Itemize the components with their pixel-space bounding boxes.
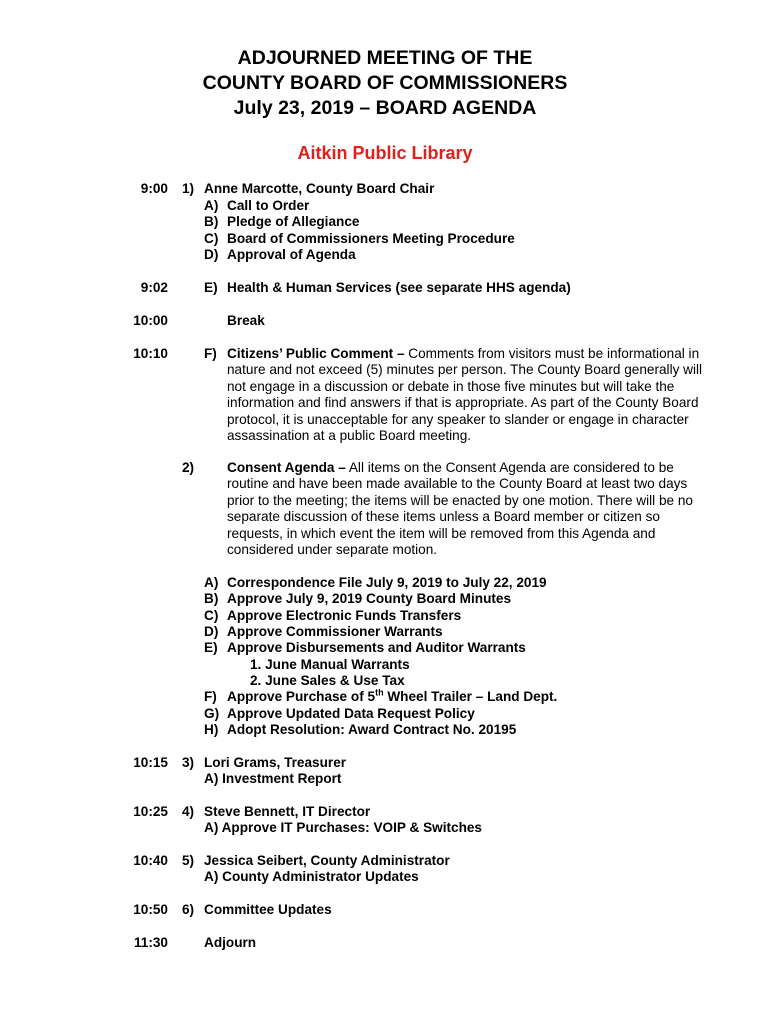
item-time: 9:00	[140, 181, 168, 196]
item-time: 11:30	[133, 935, 168, 950]
sub-item: Adopt Resolution: Award Contract No. 20195	[227, 722, 517, 737]
sub-item: Board of Commissioners Meeting Procedure	[227, 231, 515, 246]
sub-letter: C)	[204, 231, 219, 246]
title-line-2: COUNTY BOARD OF COMMISSIONERS	[202, 72, 568, 94]
item-number: 3)	[182, 755, 195, 770]
sub-letter: B)	[204, 214, 219, 229]
sub-letter: G)	[204, 706, 220, 721]
title-line-1: ADJOURNED MEETING OF THE	[237, 47, 533, 69]
sub-letter: E)	[204, 640, 218, 655]
sub-item: Call to Order	[227, 198, 310, 213]
sub-item: Approve Disbursements and Auditor Warrants	[227, 640, 526, 655]
sub-item: Approve July 9, 2019 County Board Minutes	[227, 591, 512, 606]
sub-item: Health & Human Services (see separate HHS agenda)	[227, 280, 571, 295]
paragraph-heading: Citizens’ Public Comment –	[227, 346, 405, 361]
sub-letter: C)	[204, 608, 219, 623]
public-comment-paragraph: Citizens’ Public Comment – Comments from visitors must be informational in nature and not exceed (5) minutes per person. The County Board generally will not engage in a discussion or debate in those five minutes but will take the information and find answers if that is appropriate. As part of the County Board protocol, it is unacceptable for any speaker to slander or engage in character assassination at a public Board meeting.	[227, 346, 703, 444]
sub-item: Approve Updated Data Request Policy	[227, 706, 475, 721]
sub-letter: F)	[204, 346, 217, 361]
sub-item: A) County Administrator Updates	[204, 869, 419, 884]
sub-letter: A)	[204, 198, 219, 213]
sub-letter: D)	[204, 247, 219, 262]
sub-letter: E)	[204, 280, 218, 295]
item-number: 4)	[182, 804, 195, 819]
item-number: 5)	[182, 853, 195, 868]
sub-item: Approve Commissioner Warrants	[227, 624, 443, 639]
paragraph-heading: Consent Agenda –	[227, 460, 346, 475]
sub-letter: D)	[204, 624, 219, 639]
item-time: 10:25	[133, 804, 168, 819]
sub-item: Pledge of Allegiance	[227, 214, 360, 229]
sub-item: Approve Purchase of 5th Wheel Trailer – Land Dept.	[227, 687, 558, 704]
sub-item: Approval of Agenda	[227, 247, 356, 262]
item-title: Lori Grams, Treasurer	[204, 755, 347, 770]
item-title: Committee Updates	[204, 902, 332, 917]
item-number: 2)	[182, 460, 195, 475]
item-title: Anne Marcotte, County Board Chair	[204, 181, 435, 196]
sub-letter: B)	[204, 591, 219, 606]
sub-item: A) Investment Report	[204, 771, 342, 786]
item-time: 10:15	[133, 755, 168, 770]
title-line-3: July 23, 2019 – BOARD AGENDA	[233, 97, 537, 119]
item-title: Steve Bennett, IT Director	[204, 804, 371, 819]
adjourn-label: Adjourn	[204, 935, 257, 950]
item-time: 10:00	[133, 313, 168, 328]
sub-sub-item: 1. June Manual Warrants	[250, 657, 410, 672]
sub-item: Correspondence File July 9, 2019 to July 22, 2019	[227, 575, 547, 590]
agenda-title	[0, 46, 770, 121]
sub-letter: H)	[204, 722, 219, 737]
sub-letter: F)	[204, 689, 217, 704]
break-label: Break	[227, 313, 265, 328]
item-time: 10:50	[133, 902, 168, 917]
meeting-location: Aitkin Public Library	[297, 143, 473, 163]
item-title: Jessica Seibert, County Administrator	[204, 853, 450, 868]
sub-item: A) Approve IT Purchases: VOIP & Switches	[204, 820, 482, 835]
item-time: 10:10	[133, 346, 168, 361]
consent-agenda-paragraph: Consent Agenda – All items on the Consent Agenda are considered to be routine and have been made available to the County Board at least two days prior to the meeting; the items will be enacted by one motion. There will be no separate discussion of these items unless a Board member or citizen so requests, in which event the item will be removed from this Agenda and considered under separate motion.	[227, 460, 693, 558]
item-number: 1)	[182, 181, 195, 196]
sub-letter: A)	[204, 575, 219, 590]
sub-item: Approve Electronic Funds Transfers	[227, 608, 462, 623]
item-time: 10:40	[133, 853, 168, 868]
item-time: 9:02	[140, 280, 168, 295]
item-number: 6)	[182, 902, 195, 917]
sub-sub-item: 2. June Sales & Use Tax	[250, 673, 405, 688]
